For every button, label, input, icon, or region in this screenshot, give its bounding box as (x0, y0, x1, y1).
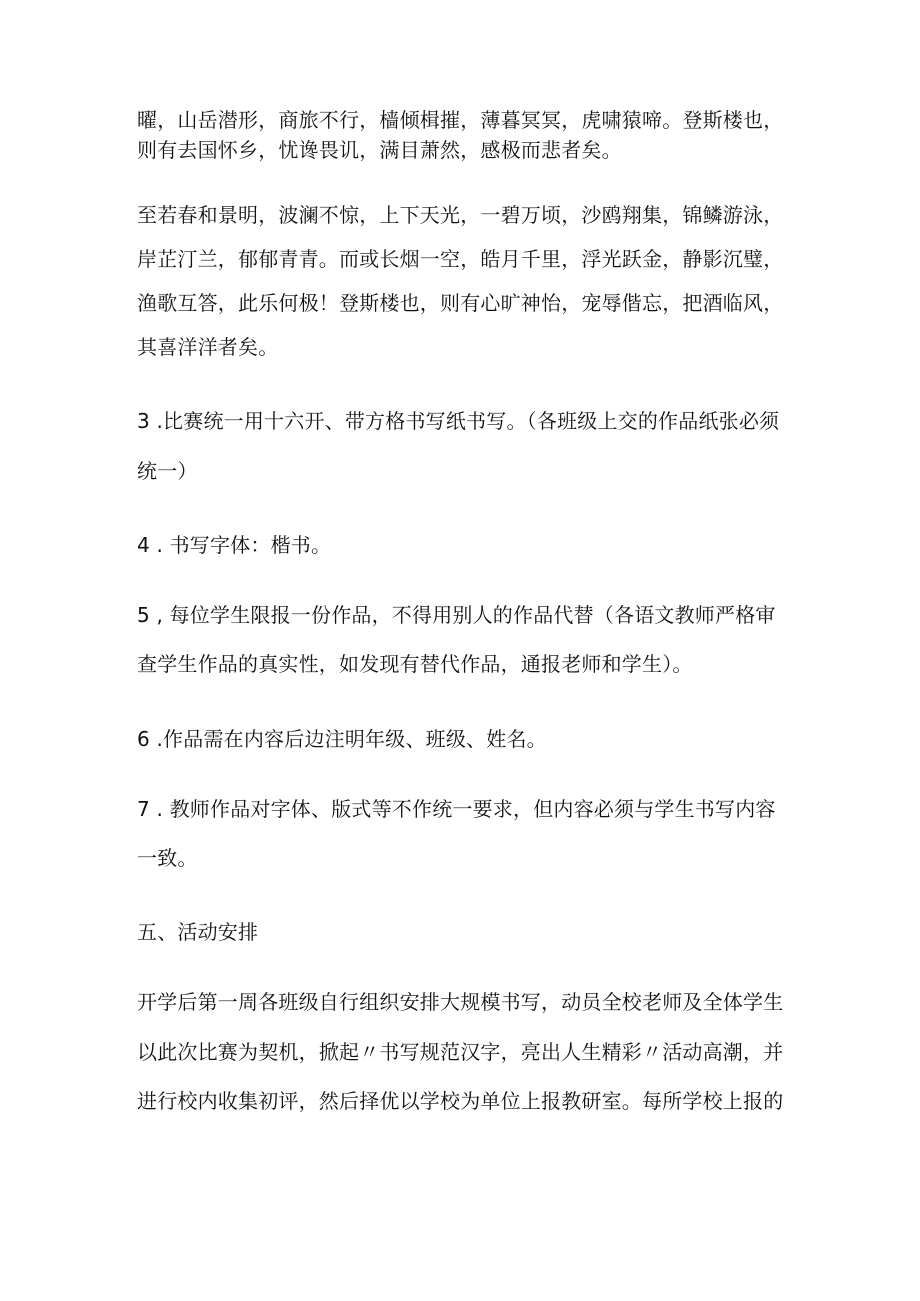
text-line: 进行校内收集初评，然后择优以学校为单位上报教研室。每所学校上报的 (137, 1089, 784, 1113)
list-item-3: 3 .比赛统一用十六开、带方格书写纸书写。（各班级上交的作品纸张必须 (137, 409, 780, 433)
text-line: 以此次比赛为契机，掀起〃书写规范汉字，亮出人生精彩〃活动高潮，并 (137, 1040, 784, 1064)
list-item-7: 7 . 教师作品对字体、版式等不作统一要求，但内容必须与学生书写内容 (137, 797, 776, 821)
text-line: 岸芷汀兰，郁郁青青。而或长烟一空，皓月千里，浮光跃金，静影沉璧， (137, 247, 784, 271)
text-line: 至若春和景明，波澜不惊，上下天光，一碧万顷，沙鸥翔集，锦鳞游泳， (137, 203, 784, 227)
text-line: 开学后第一周各班级自行组织安排大规模书写，动员全校老师及全体学生 (137, 990, 784, 1014)
list-item-6: 6 .作品需在内容后边注明年级、班级、姓名。 (137, 727, 547, 751)
text-line: 一致。 (137, 846, 198, 870)
list-item-4: 4 . 书写字体：楷书。 (137, 533, 332, 557)
section-heading: 五、活动安排 (137, 920, 259, 944)
text-line: 渔歌互答，此乐何极！登斯楼也，则有心旷神怡，宠辱偕忘，把酒临风， (137, 291, 784, 315)
text-line: 则有去国怀乡，忧谗畏讥，满目萧然，感极而悲者矣。 (137, 138, 622, 162)
list-item-5: 5 , 每位学生限报一份作品，不得用别人的作品代替（各语文教师严格审 (137, 603, 776, 627)
text-line: 查学生作品的真实性，如发现有替代作品，通报老师和学生）。 (137, 652, 693, 676)
text-line: 曜，山岳潜形，商旅不行，樯倾楫摧，薄暮冥冥，虎啸猿啼。登斯楼也， (137, 108, 784, 132)
text-line: 统一） (137, 459, 198, 483)
text-line: 其喜洋洋者矣。 (137, 335, 279, 359)
